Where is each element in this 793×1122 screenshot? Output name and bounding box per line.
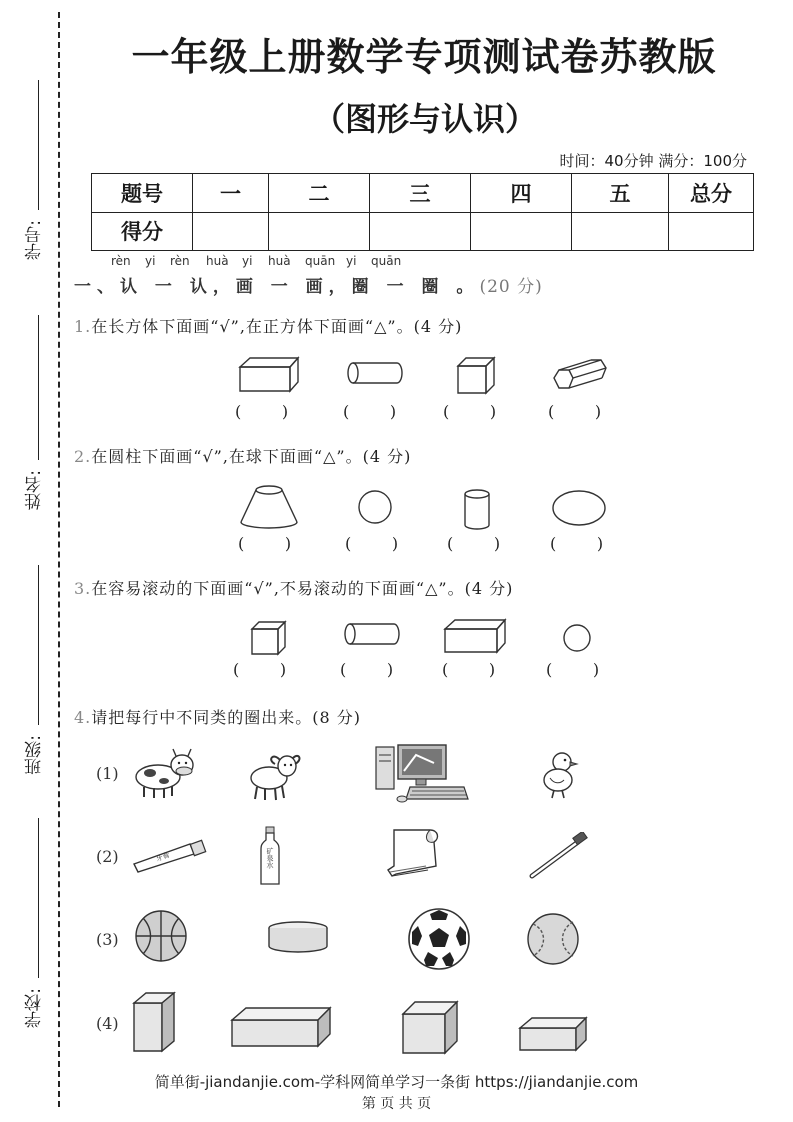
answer-blank[interactable]: ( ) xyxy=(340,660,394,679)
score-table-cell: 题号 xyxy=(92,174,193,213)
student-no-label: 学号: xyxy=(25,220,45,260)
question-number: 3. xyxy=(74,579,92,598)
soccer-ball-icon[interactable] xyxy=(406,906,472,972)
score-input-cell[interactable] xyxy=(269,212,370,251)
section-heading xyxy=(74,272,543,297)
question-number: 1. xyxy=(74,317,92,336)
answer-blank[interactable]: ( ) xyxy=(235,402,289,421)
name-line[interactable] xyxy=(38,315,39,460)
exam-info: 时间：40分钟 满分：100分 xyxy=(559,152,747,170)
baseball-icon[interactable] xyxy=(525,912,581,966)
tall-cuboid-icon[interactable] xyxy=(132,991,178,1053)
long-cuboid-icon[interactable] xyxy=(230,1006,332,1048)
answer-blank[interactable]: ( ) xyxy=(443,402,497,421)
sheep-icon[interactable] xyxy=(245,746,303,802)
disc-cylinder-icon[interactable] xyxy=(266,920,330,956)
toothpaste-label: 牙膏 xyxy=(154,850,171,864)
question-4 xyxy=(74,705,361,728)
answer-blank[interactable]: ( ) xyxy=(238,534,292,553)
question-3 xyxy=(74,576,513,599)
score-input-cell[interactable] xyxy=(193,212,269,251)
frustum-shape xyxy=(238,484,300,530)
pinyin: yi xyxy=(145,254,156,268)
hexagonal-prism-shape xyxy=(551,356,609,394)
student-no-line[interactable] xyxy=(38,80,39,210)
cylinder-standing-shape xyxy=(462,488,492,532)
cylinder-lying-shape xyxy=(345,360,405,386)
score-table-cell: 四 xyxy=(471,174,572,213)
answer-blank[interactable]: ( ) xyxy=(447,534,501,553)
bottle-label: 矿泉水 xyxy=(266,847,274,869)
score-table-cell: 五 xyxy=(572,174,669,213)
flat-cuboid-icon[interactable] xyxy=(518,1016,588,1052)
score-table xyxy=(91,173,754,251)
class-field xyxy=(18,565,48,785)
cube-shape xyxy=(456,356,496,396)
pinyin: rèn xyxy=(170,254,190,268)
school-line[interactable] xyxy=(38,818,39,978)
class-line[interactable] xyxy=(38,565,39,725)
answer-blank[interactable]: ( ) xyxy=(345,534,399,553)
towel-icon[interactable] xyxy=(384,826,444,882)
binding-dashed-line xyxy=(58,12,60,1107)
answer-blank[interactable]: ( ) xyxy=(343,402,397,421)
question-1 xyxy=(74,314,462,337)
score-table-cell: 三 xyxy=(370,174,471,213)
pinyin: yi xyxy=(242,254,253,268)
cuboid-shape xyxy=(238,355,300,395)
pinyin: rèn xyxy=(111,254,131,268)
name-label: 姓名: xyxy=(25,470,45,510)
pinyin: yi xyxy=(346,254,357,268)
pinyin: quān xyxy=(305,254,336,268)
pinyin: huà xyxy=(206,254,229,268)
chick-icon[interactable] xyxy=(540,750,580,800)
cow-icon[interactable] xyxy=(132,745,196,801)
score-table-cell: 二 xyxy=(269,174,370,213)
score-input-cell[interactable] xyxy=(572,212,669,251)
sphere-shape xyxy=(357,489,393,525)
score-table-cell: 一 xyxy=(193,174,269,213)
page-number: 第 页 共 页 xyxy=(361,1096,432,1112)
score-input-cell[interactable] xyxy=(669,212,754,251)
answer-blank[interactable]: ( ) xyxy=(550,534,604,553)
footer-source: 简单街-jiandanjie.com-学科网简单学习一条街 https://jiandanjie.com xyxy=(154,1073,639,1091)
student-no-field xyxy=(18,80,48,270)
computer-icon[interactable] xyxy=(374,743,470,805)
class-label: 班级: xyxy=(25,735,45,775)
pinyin: quān xyxy=(371,254,402,268)
toothbrush-icon[interactable] xyxy=(528,832,590,880)
score-table-score-row xyxy=(92,212,754,251)
toothpaste-icon[interactable] xyxy=(130,838,210,874)
ellipsoid-shape xyxy=(551,488,607,528)
cube-shape xyxy=(250,620,288,656)
section-heading-text: 一、认 一 认，画 一 画，圈 一 圈 。 xyxy=(74,277,480,297)
score-table-cell: 得分 xyxy=(92,212,193,251)
question-text: 在长方体下面画“√”,在正方体下面画“△”。(4 分) xyxy=(91,317,463,336)
answer-blank[interactable]: ( ) xyxy=(442,660,496,679)
page-subtitle: （图形与认识） xyxy=(312,100,537,138)
row-label: (4) xyxy=(96,1014,119,1033)
row-label: (1) xyxy=(96,764,119,783)
answer-blank[interactable]: ( ) xyxy=(233,660,287,679)
question-number: 4. xyxy=(74,708,92,727)
answer-blank[interactable]: ( ) xyxy=(548,402,602,421)
sphere-shape xyxy=(561,622,593,654)
pinyin: huà xyxy=(268,254,291,268)
name-field xyxy=(18,315,48,525)
score-table-cell: 总分 xyxy=(669,174,754,213)
cuboid-shape xyxy=(443,617,507,655)
question-text: 在容易滚动的下面画“√”,不易滚动的下面画“△”。(4 分) xyxy=(91,579,514,598)
page-title: 一年级上册数学专项测试卷苏教版 xyxy=(131,35,717,79)
question-text: 在圆柱下面画“√”,在球下面画“△”。(4 分) xyxy=(91,447,412,466)
score-table-header-row xyxy=(92,174,754,213)
question-2 xyxy=(74,444,411,467)
question-text: 请把每行中不同类的圈出来。(8 分) xyxy=(91,708,362,727)
question-number: 2. xyxy=(74,447,92,466)
water-bottle-icon[interactable] xyxy=(258,826,282,888)
score-input-cell[interactable] xyxy=(370,212,471,251)
section-points: (20 分) xyxy=(479,277,543,297)
school-field xyxy=(18,818,48,1038)
basketball-icon[interactable] xyxy=(133,909,189,963)
row-label: (2) xyxy=(96,847,119,866)
row-label: (3) xyxy=(96,930,119,949)
score-input-cell[interactable] xyxy=(471,212,572,251)
school-label: 学校: xyxy=(25,988,45,1028)
answer-blank[interactable]: ( ) xyxy=(546,660,600,679)
cube-icon[interactable] xyxy=(401,1000,461,1056)
cylinder-lying-shape xyxy=(342,621,402,647)
